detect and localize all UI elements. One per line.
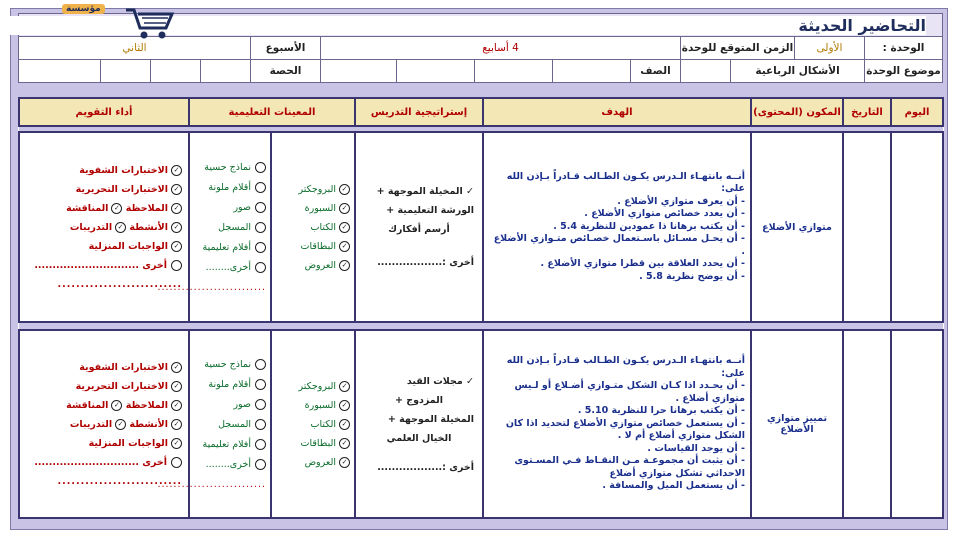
eval-label: الاختبارات الشفوية — [79, 361, 168, 373]
goal-line: - أن يحدد العلاقة بين قطرا متوازي الأضلاع . — [540, 258, 745, 270]
goal-cell — [483, 330, 751, 518]
unit-value: الأولى — [795, 37, 865, 60]
resource-label: أخرى........ — [205, 261, 251, 273]
blank-cell — [201, 60, 251, 83]
resource-item[interactable] — [194, 459, 266, 470]
eval-item[interactable] — [26, 362, 182, 373]
week-label: الأسبوع — [251, 37, 321, 60]
check-icon: ✓ — [339, 419, 350, 430]
check-icon: ✓ — [115, 222, 126, 233]
eval-label: المناقشة — [66, 202, 109, 214]
strategy-item: أرسم أفكارك — [388, 224, 450, 235]
goal-line: - أن يستعمل الميل والمسافة . — [602, 480, 745, 492]
resources-cell — [157, 330, 271, 518]
radio-icon — [255, 262, 266, 273]
radio-icon — [255, 459, 266, 470]
goal-line: - أن يستعمل خصائص متوازي الأضلاع لتحديد اذا كان الشكل متوازي أضلاع أم لا . — [505, 417, 745, 442]
eval-item[interactable] — [26, 400, 182, 411]
radio-icon — [255, 202, 266, 213]
check-icon: ✓ — [115, 419, 126, 430]
goal-line: - أن يعدد خصائص متوازي الأضلاع . — [584, 208, 745, 220]
day-cell — [891, 132, 943, 322]
eval-label: الملاحظة — [125, 399, 168, 411]
resource-label: أخرى........ — [205, 458, 251, 470]
resource-label: نماذج حسية — [204, 358, 251, 370]
col-content: المكون (المحتوى) — [751, 98, 843, 126]
tool-item[interactable] — [276, 184, 350, 195]
tool-label: البروجكتر — [298, 380, 336, 392]
strategy-item: الورشة التعليمية + — [386, 205, 474, 216]
strategy-other: أخرى :.................. — [377, 461, 474, 473]
blank-cell — [553, 60, 631, 83]
col-strategy: إستراتيجية التدريس — [355, 98, 483, 126]
eval-label: التدريبات — [69, 221, 113, 233]
check-icon: ✓ — [171, 241, 182, 252]
tool-label: البطاقات — [300, 437, 336, 449]
resource-item[interactable] — [194, 202, 266, 213]
strategy-cell — [355, 330, 483, 518]
week-value: الثاني — [19, 37, 251, 60]
check-icon: ✓ — [339, 184, 350, 195]
check-icon: ✓ — [339, 400, 350, 411]
tool-item[interactable] — [276, 381, 350, 392]
radio-icon — [255, 162, 266, 173]
goal-line: - أن يوجد القياسات . — [647, 442, 745, 454]
column-headers — [19, 98, 943, 126]
resource-item[interactable] — [194, 222, 266, 233]
period-label: الحصة — [251, 60, 321, 83]
resource-item[interactable] — [194, 262, 266, 273]
tool-item[interactable] — [276, 203, 350, 214]
check-icon: ✓ — [171, 165, 182, 176]
tool-item[interactable] — [276, 457, 350, 468]
eval-label: المناقشة — [66, 399, 109, 411]
col-date: التاريخ — [843, 98, 891, 126]
content-cell: تمييز متوازي الأضلاع — [751, 330, 843, 518]
resource-item[interactable] — [194, 242, 266, 253]
col-day: اليوم — [891, 98, 943, 126]
eval-item[interactable] — [26, 457, 182, 468]
resource-item[interactable] — [194, 359, 266, 370]
radio-icon — [255, 242, 266, 253]
dotted-line: ........................... — [57, 278, 182, 290]
radio-icon — [171, 260, 182, 271]
blank-cell — [151, 60, 201, 83]
goal-line: - أن يحـدد اذا كـان الشكل متـوازي أضـلاع أو لـيس متوازي أضلاع . — [514, 380, 745, 404]
strategy-other: أخرى :.................. — [377, 257, 474, 268]
dotted-line: ........................... — [157, 478, 266, 490]
dotted-line: ........................... — [157, 281, 266, 293]
eval-label: الواجبات المنزلية — [88, 240, 168, 252]
eval-label: الواجبات المنزلية — [88, 437, 168, 449]
radio-icon — [255, 182, 266, 193]
tool-label: الكتاب — [310, 221, 336, 233]
goal-cell — [483, 132, 751, 322]
check-icon: ✓ — [339, 438, 350, 449]
eval-item[interactable] — [26, 260, 182, 271]
tool-label: العروض — [304, 259, 336, 271]
resource-item[interactable] — [194, 439, 266, 450]
check-icon: ✓ — [111, 203, 122, 214]
check-icon: ✓ — [339, 203, 350, 214]
date-cell — [843, 132, 891, 322]
goal-line: - أن يثبت أن مجموعـة مـن النقـاط فـي المسـتوى الاحداثي تشكل متوازي أضلاع — [514, 455, 745, 479]
blank-cell — [397, 60, 475, 83]
strategy-item: الخيال العلمي — [386, 432, 452, 444]
col-evaluation: أداء التقويم — [19, 98, 189, 126]
tool-item[interactable] — [276, 260, 350, 271]
radio-icon — [255, 379, 266, 390]
resource-item[interactable] — [194, 399, 266, 410]
blank-cell — [475, 60, 553, 83]
resources-cell — [157, 132, 271, 322]
goal-line: - أن يحـل مسـائل باسـتعمال خصـائص متـوازي الأضلاع . — [493, 233, 745, 257]
check-icon: ✓ — [111, 400, 122, 411]
goal-line: أنــه بانتهـاء الـدرس يكـون الطـالب قـادراً بـإذن الله على: — [506, 170, 745, 195]
lesson-row — [19, 132, 943, 322]
expected-time-label: الزمن المتوقع للوحدة — [681, 37, 795, 60]
lesson-row — [19, 330, 943, 518]
check-icon: ✓ — [171, 222, 182, 233]
strategy-item: المخيلة الموجهة + — [387, 413, 474, 425]
blank-cell — [681, 60, 731, 83]
resource-label: المسجل — [218, 221, 251, 233]
eval-label: الأنشطة — [129, 221, 168, 233]
unit-label: الوحدة : — [865, 37, 943, 60]
check-icon: ✓ — [171, 400, 182, 411]
resource-label: صور — [233, 201, 251, 213]
check-icon: ✓ — [339, 260, 350, 271]
check-icon: ✓ — [171, 438, 182, 449]
radio-icon — [255, 419, 266, 430]
eval-item[interactable] — [26, 222, 182, 233]
check-icon: ✓ — [171, 362, 182, 373]
radio-icon — [255, 359, 266, 370]
tool-label: البطاقات — [300, 240, 336, 252]
check-icon: ✓ — [339, 222, 350, 233]
tool-item[interactable] — [276, 419, 350, 430]
strategy-item: ✓ المخيلة الموجهة + — [376, 186, 474, 197]
cart-icon — [122, 2, 178, 42]
goal-line: - أن يوضح نظرية 5.8 . — [639, 270, 745, 282]
eval-label: الاختبارات الشفوية — [79, 164, 168, 176]
eval-item[interactable] — [26, 438, 182, 449]
goal-line: - أن يكتب برهانا ذا عمودين للنظرية 5.4 . — [553, 220, 745, 232]
check-icon: ✓ — [339, 457, 350, 468]
resource-label: أقلام ملونة — [208, 181, 251, 193]
goal-line: أنــه بانتهـاء الـدرس يكـون الطـالب قـادراً بـإذن الله على: — [506, 355, 745, 379]
strategy-item: المزدوج + — [395, 394, 443, 406]
check-icon: ✓ — [171, 203, 182, 214]
topic-label: موضوع الوحدة — [865, 60, 943, 83]
resource-item[interactable] — [194, 162, 266, 173]
goal-line: - أن يكتب برهانا حرا للنظرية 5.10 . — [577, 405, 745, 417]
blank-cell — [101, 60, 151, 83]
eval-item[interactable] — [26, 241, 182, 252]
col-aids: المعينات التعليمية — [189, 98, 355, 126]
dotted-line: ........................... — [57, 475, 182, 487]
tool-label: السبورة — [304, 202, 336, 214]
radio-icon — [255, 222, 266, 233]
content-cell: متوازي الأضلاع — [751, 132, 843, 322]
strategy-cell — [355, 132, 483, 322]
check-icon: ✓ — [171, 381, 182, 392]
tool-label: الكتاب — [310, 418, 336, 430]
day-cell — [891, 330, 943, 518]
col-goal: الهدف — [483, 98, 751, 126]
eval-label: الملاحظة — [125, 202, 168, 214]
tool-item[interactable] — [276, 222, 350, 233]
check-icon: ✓ — [339, 241, 350, 252]
tools-cell — [271, 330, 355, 518]
tools-cell — [271, 132, 355, 322]
eval-item[interactable] — [26, 203, 182, 214]
radio-icon — [255, 399, 266, 410]
goal-line: - أن يعرف متوازي الأضلاع . — [617, 195, 745, 207]
eval-other-label: أخرى ............................. — [34, 259, 167, 271]
evaluation-cell — [19, 132, 189, 322]
tool-label: البروجكتر — [298, 183, 336, 195]
tool-item[interactable] — [276, 241, 350, 252]
resource-item[interactable] — [194, 182, 266, 193]
evaluation-cell — [19, 330, 189, 518]
eval-label: الأنشطة — [129, 418, 168, 430]
eval-label: التدريبات — [69, 418, 113, 430]
eval-item[interactable] — [26, 381, 182, 392]
radio-icon — [171, 457, 182, 468]
check-icon: ✓ — [339, 381, 350, 392]
strategy-item: ✓ مجلات القيد — [406, 375, 474, 387]
class-label: الصف — [631, 60, 681, 83]
resource-label: أقلام ملونة — [208, 378, 251, 390]
check-icon: ✓ — [171, 419, 182, 430]
logo-text: التحاضير الحديثة — [2, 16, 926, 35]
date-cell — [843, 330, 891, 518]
resource-item[interactable] — [194, 419, 266, 430]
tool-label: السبورة — [304, 399, 336, 411]
eval-label: الاختبارات التحريرية — [75, 380, 168, 392]
check-icon: ✓ — [171, 184, 182, 195]
eval-item[interactable] — [26, 184, 182, 195]
resource-label: المسجل — [218, 418, 251, 430]
resource-label: صور — [233, 398, 251, 410]
eval-other-label: أخرى ............................. — [34, 456, 167, 468]
tool-item[interactable] — [276, 400, 350, 411]
logo — [2, 2, 926, 44]
radio-icon — [255, 439, 266, 450]
tool-label: العروض — [304, 456, 336, 468]
resource-item[interactable] — [194, 379, 266, 390]
blank-cell — [19, 60, 101, 83]
blank-cell — [321, 60, 397, 83]
tool-item[interactable] — [276, 438, 350, 449]
expected-time-value: 4 أسابيع — [321, 37, 681, 60]
eval-item[interactable] — [26, 419, 182, 430]
resource-label: أفلام تعليمية — [202, 241, 251, 253]
eval-item[interactable] — [26, 165, 182, 176]
logo-badge: مؤسسة — [62, 4, 105, 14]
lesson-plan-table — [18, 97, 944, 519]
topic-value: الأشكال الرباعية — [731, 60, 865, 83]
resource-label: نماذج حسية — [204, 161, 251, 173]
eval-label: الاختبارات التحريرية — [75, 183, 168, 195]
resource-label: أفلام تعليمية — [202, 438, 251, 450]
